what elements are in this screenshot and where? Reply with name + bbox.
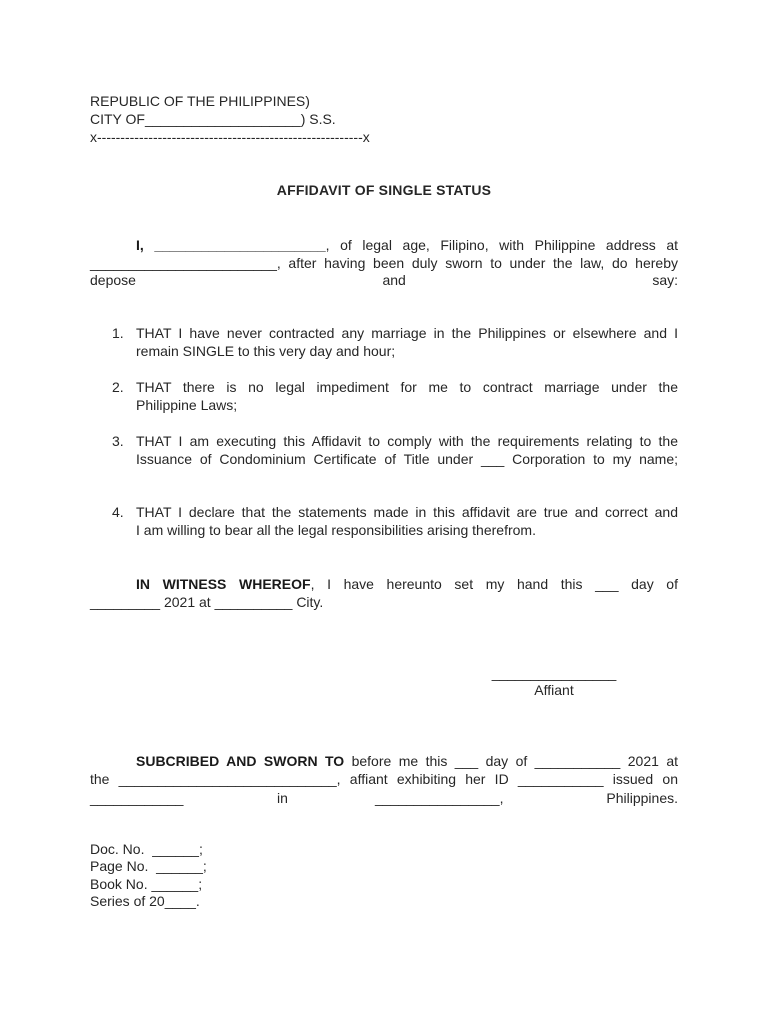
witness-heading: IN WITNESS WHEREOF [136, 576, 311, 592]
list-item-line-1: THAT I am executing this Affidavit to comply with the requirements relating to the [136, 433, 678, 449]
jurat-heading: SUBCRIBED AND SWORN TO [136, 753, 345, 769]
doc-number: Doc. No. ______; [90, 841, 203, 857]
signature-label: Affiant [534, 682, 574, 698]
intro-line-2: ________________________, after having been duly sworn to under the law, do hereby [90, 255, 678, 271]
jurat-line-2: the ____________________________, affiant exhibiting her ID ___________ issued on [90, 771, 678, 787]
intro-line-1 [90, 236, 678, 254]
list-item-line-2: Philippine Laws; [136, 397, 238, 413]
list-item-line-2: remain SINGLE to this very day and hour; [136, 343, 396, 359]
venue-republic: REPUBLIC OF THE PHILIPPINES) [90, 93, 310, 109]
jurat-in-word: in [277, 790, 288, 806]
document-title: AFFIDAVIT OF SINGLE STATUS [276, 182, 492, 198]
jurat-id-place-blank: ____________ [90, 790, 184, 806]
witness-line-1 [90, 575, 678, 593]
jurat-line-1 [90, 752, 678, 770]
list-item-line-2: I am willing to bear all the legal responsibilities arising therefrom. [136, 522, 536, 538]
list-item-line-1: THAT there is no legal impediment for me to contract marriage under the [136, 379, 678, 395]
affiant-name-blank: I, ______________________ [136, 237, 326, 253]
list-item-number: 3. [112, 433, 124, 449]
book-number: Book No. ______; [90, 876, 203, 892]
series-year: Series of 20____. [90, 893, 200, 909]
list-item-line-1: THAT I have never contracted any marriage in the Philippines or elsewhere and I [136, 325, 678, 341]
witness-line-1-text: , I have hereunto set my hand this ___ day of [310, 576, 678, 592]
list-item-number: 1. [112, 325, 124, 341]
venue-city: CITY OF____________________) S.S. [90, 111, 336, 127]
signature-line: ________________ [491, 665, 617, 681]
venue-separator: x---------------------------------------------------------x [90, 129, 370, 145]
list-item-number: 4. [112, 504, 124, 520]
jurat-line-1-text: before me this ___ day of ___________ 2021 at [344, 753, 678, 769]
witness-line-2: _________ 2021 at __________ City. [90, 594, 324, 610]
list-item-number: 2. [112, 379, 124, 395]
intro-line-1-text: , of legal age, Filipino, with Philippine address at [325, 237, 678, 253]
intro-line-3: depose and say: [90, 272, 678, 288]
page-number: Page No. ______; [90, 858, 207, 874]
list-item-line-1: THAT I declare that the statements made in this affidavit are true and correct and [136, 504, 678, 520]
list-item-line-2: Issuance of Condominium Certificate of Title under ___ Corporation to my name; [136, 451, 678, 467]
jurat-country: Philippines. [606, 790, 678, 806]
jurat-city-blank: ________________, [375, 790, 504, 806]
